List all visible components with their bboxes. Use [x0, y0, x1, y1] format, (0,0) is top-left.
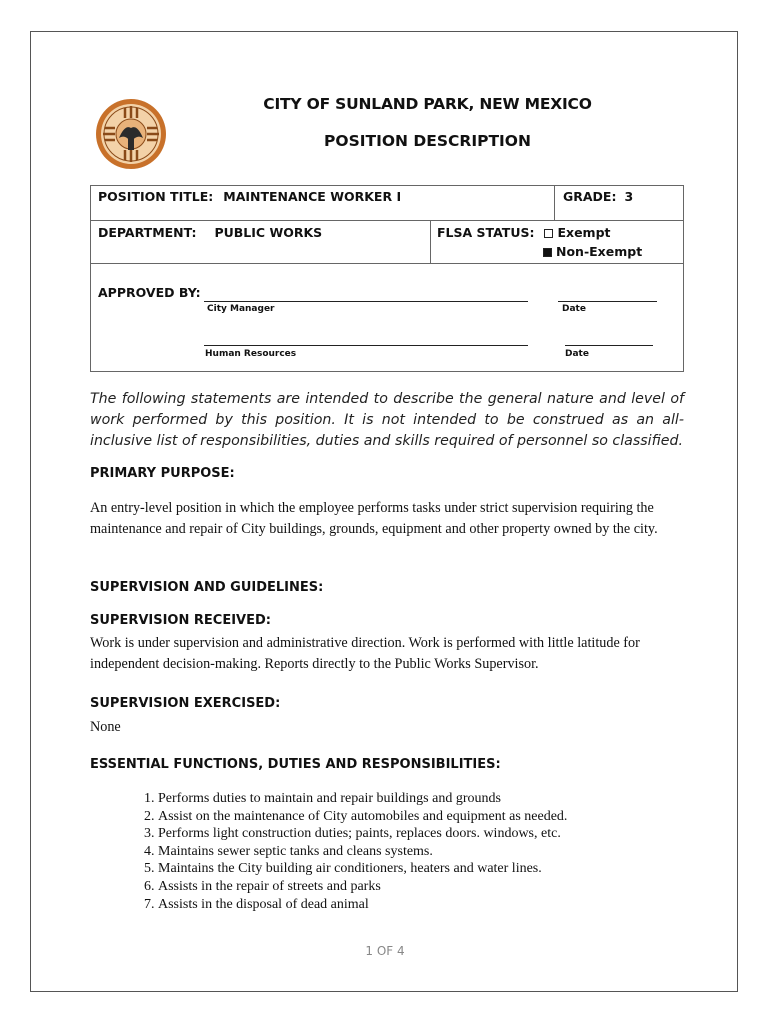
- approval-cell: [91, 264, 684, 372]
- intro-statement: The following statements are intended to describe the general nature and level of work performed by this position. It is not intended to be construed as an all-inclusive list of responsibilities, duties and skills required of personnel so classified.: [90, 391, 684, 449]
- human-resources-label: Human Resources: [205, 349, 297, 359]
- department-cell: [91, 221, 431, 264]
- grade-label: GRADE:: [563, 189, 617, 204]
- doc-title: POSITION DESCRIPTION: [324, 132, 531, 150]
- flsa-label: FLSA STATUS:: [437, 225, 535, 240]
- date-label-1: Date: [562, 304, 586, 314]
- exempt-label: Exempt: [557, 225, 611, 240]
- supervision-exercised-text: None: [90, 719, 121, 735]
- flsa-cell: [431, 221, 684, 264]
- exempt-option: [544, 225, 610, 240]
- supervision-received-heading: SUPERVISION RECEIVED:: [90, 613, 271, 628]
- department-value: PUBLIC WORKS: [214, 225, 323, 240]
- department-label: DEPARTMENT:: [98, 225, 197, 240]
- list-item: 5. Maintains the City building air conditioners, heaters and water lines.: [158, 860, 567, 878]
- city-manager-label: City Manager: [207, 304, 275, 314]
- position-title-cell: [91, 186, 555, 221]
- list-item: 4. Maintains sewer septic tanks and cleans systems.: [158, 843, 567, 861]
- supervision-exercised-heading: SUPERVISION EXERCISED:: [90, 696, 281, 711]
- list-item: 2. Assist on the maintenance of City automobiles and equipment as needed.: [158, 808, 567, 826]
- essential-functions-heading: ESSENTIAL FUNCTIONS, DUTIES AND RESPONSIBILITIES:: [90, 757, 501, 772]
- grade-value: 3: [624, 189, 634, 204]
- list-item: 6. Assists in the repair of streets and parks: [158, 878, 567, 896]
- page-number: 1 OF 4: [365, 944, 405, 958]
- supervision-heading: SUPERVISION AND GUIDELINES:: [90, 580, 324, 595]
- position-title-label: POSITION TITLE:: [98, 189, 214, 204]
- duties-list: [118, 790, 567, 913]
- date-line-1: [558, 301, 657, 302]
- primary-purpose-heading: PRIMARY PURPOSE:: [90, 466, 235, 481]
- date-line-2: [565, 345, 653, 346]
- date-label-2: Date: [565, 349, 589, 359]
- primary-purpose-text: An entry-level position in which the employee performs tasks under strict supervision requiring the maintenance and repair of City buildings, grounds, equipment and other property owned by the city.: [90, 500, 658, 537]
- supervision-received-text: Work is under supervision and administrative direction. Work is performed with little latitude for independent decision-making. Reports directly to the Public Works Supervisor.: [90, 635, 640, 672]
- exempt-checkbox[interactable]: [544, 229, 553, 238]
- city-manager-signature-line: [204, 301, 528, 302]
- grade-cell: [555, 186, 684, 221]
- org-heading: CITY OF SUNLAND PARK, NEW MEXICO: [263, 95, 592, 113]
- nonexempt-label: Non-Exempt: [556, 244, 643, 259]
- position-info-table: [90, 185, 684, 372]
- nonexempt-checkbox[interactable]: [543, 248, 552, 257]
- list-item: 1. Performs duties to maintain and repair buildings and grounds: [158, 790, 567, 808]
- list-item: 3. Performs light construction duties; paints, replaces doors. windows, etc.: [158, 825, 567, 843]
- nonexempt-option: [437, 244, 683, 259]
- approved-by-label: APPROVED BY:: [98, 285, 201, 300]
- human-resources-signature-line: [204, 345, 528, 346]
- position-title-value: MAINTENANCE WORKER I: [223, 189, 402, 204]
- list-item: 7. Assists in the disposal of dead animal: [158, 896, 567, 914]
